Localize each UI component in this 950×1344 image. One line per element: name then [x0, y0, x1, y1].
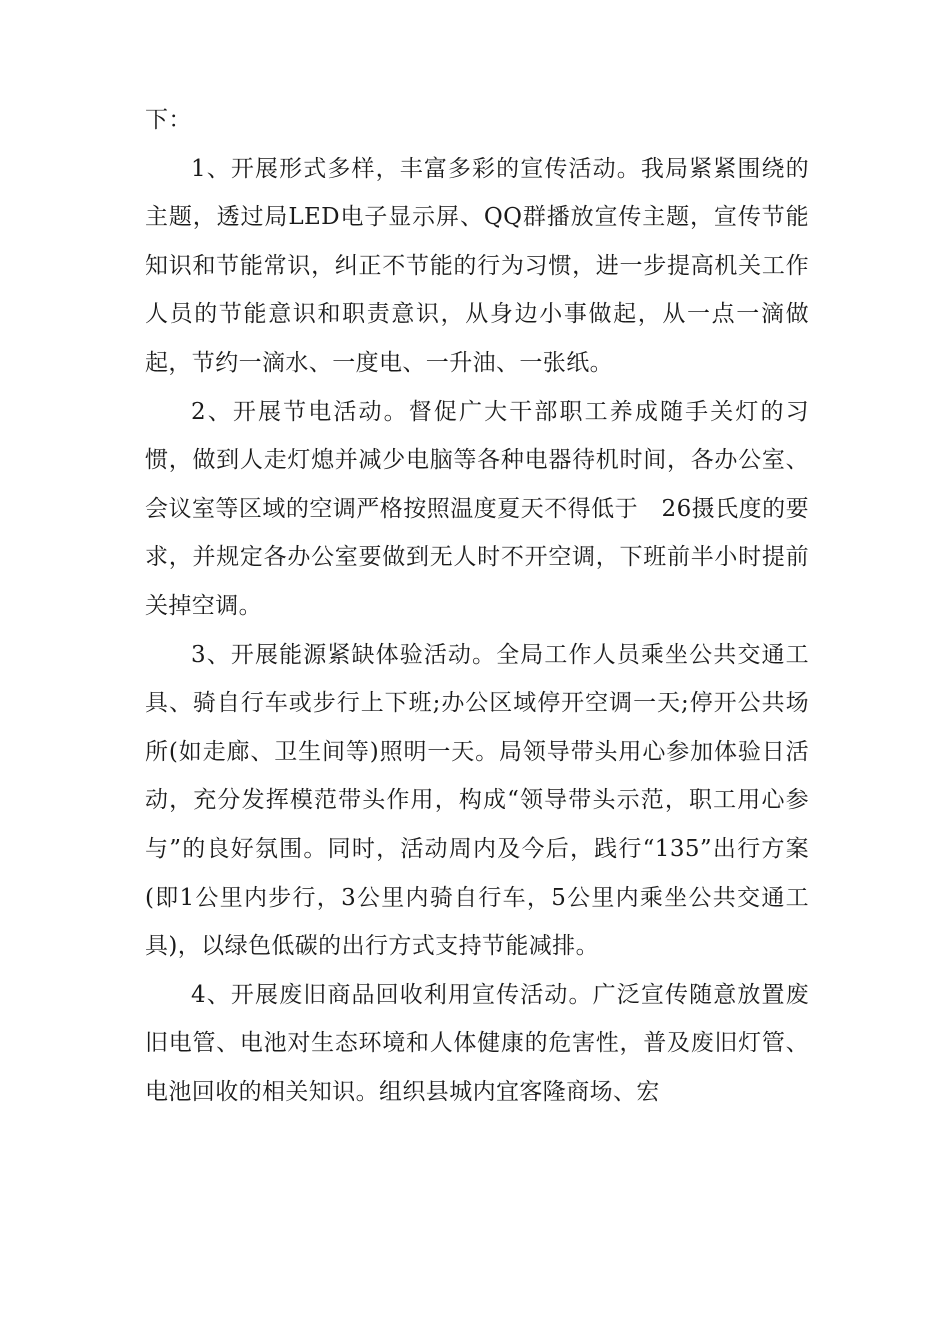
paragraph-item-4: 4、开展废旧商品回收利用宣传活动。广泛宣传随意放置废旧电管、电池对生态环境和人体健康的危害性，普及废旧灯管、电池回收的相关知识。组织县城内宜客隆商场、宏: [145, 981, 809, 1105]
paragraph-item-2: 2、开展节电活动。督促广大干部职工养成随手关灯的习惯，做到人走灯熄并减少电脑等各种电器待机时间，各办公室、会议室等区域的空调严格按照温度夏天不得低于 26摄氏度的要求，并规定各办公室要做到无人时不开空调，下班前半小时提前关掉空调。: [145, 398, 809, 619]
paragraph-continuation: 下：: [145, 107, 192, 133]
paragraph-item-1: 1、开展形式多样，丰富多彩的宣传活动。我局紧紧围绕的主题，透过局LED电子显示屏、QQ群播放宣传主题，宣传节能知识和节能常识，纠正不节能的行为习惯，进一步提高机关工作人员的节能意识和职责意识，从身边小事做起，从一点一滴做起，节约一滴水、一度电、一升油、一张纸。: [145, 155, 809, 376]
paragraph-item-3: 3、开展能源紧缺体验活动。全局工作人员乘坐公共交通工具、骑自行车或步行上下班;办公区域停开空调一天;停开公共场所(如走廊、卫生间等)照明一天。局领导带头用心参加体验日活动，充分发挥模范带头作用，构成“领导带头示范，职工用心参与”的良好氛围。同时，活动周内及今后，践行“135”出行方案(即1公里内步行，3公里内骑自行车，5公里内乘坐公共交通工具)，以绿色低碳的出行方式支持节能减排。: [145, 641, 809, 960]
document-body: [145, 96, 809, 1116]
